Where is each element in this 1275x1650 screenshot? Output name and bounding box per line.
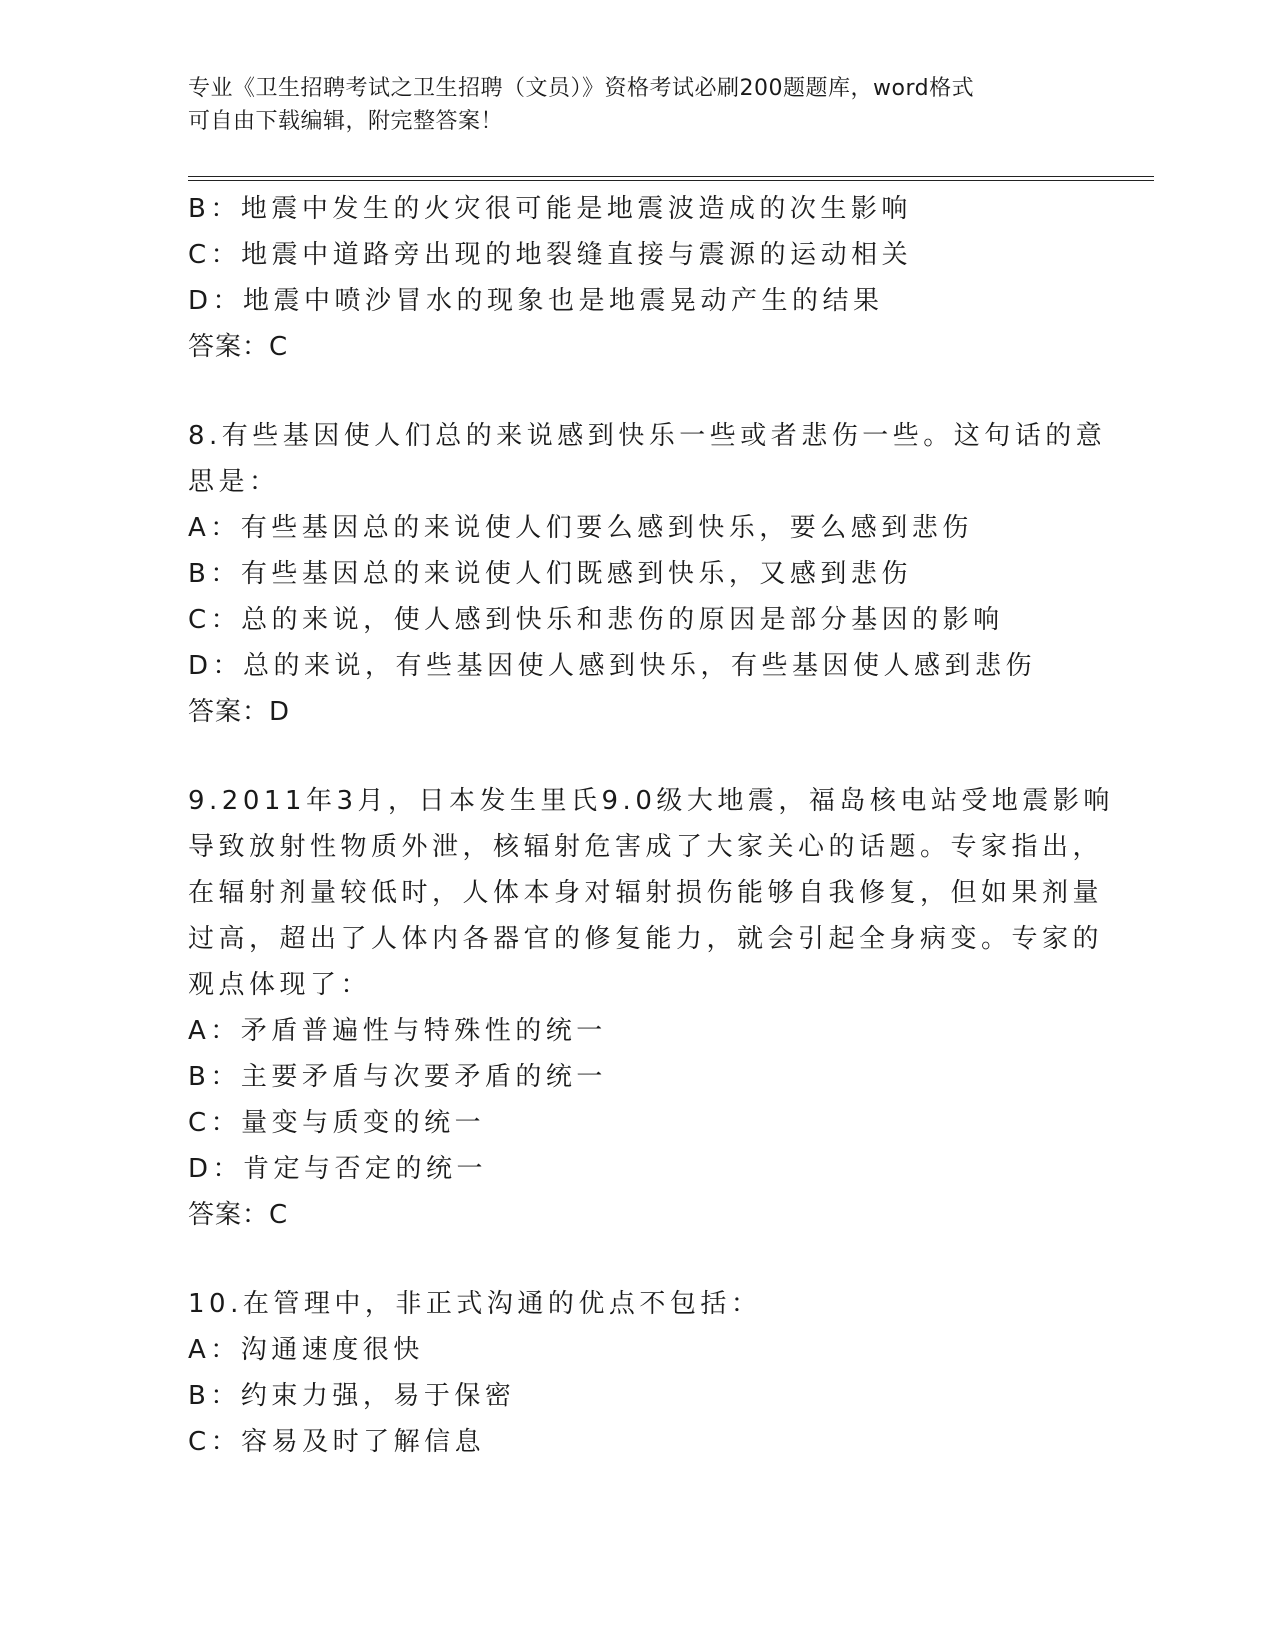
option-a: A：有些基因总的来说使人们要么感到快乐，要么感到悲伤 xyxy=(188,513,973,543)
document-header xyxy=(188,72,1068,138)
question-stem-line: 10.在管理中，非正式沟通的优点不包括： xyxy=(188,1289,762,1319)
option-b: B：地震中发生的火灾很可能是地震波造成的次生影响 xyxy=(188,194,912,224)
question-stem-line: 导致放射性物质外泄，核辐射危害成了大家关心的话题。专家指出， xyxy=(188,832,1104,862)
question-stem-line: 在辐射剂量较低时，人体本身对辐射损伤能够自我修复，但如果剂量 xyxy=(188,878,1104,908)
option-a: A：矛盾普遍性与特殊性的统一 xyxy=(188,1016,607,1046)
question-9-block xyxy=(188,778,1114,1238)
question-stem-line: 观点体现了： xyxy=(188,970,372,1000)
option-c: C：总的来说，使人感到快乐和悲伤的原因是部分基因的影响 xyxy=(188,605,1004,635)
option-d: D：肯定与否定的统一 xyxy=(188,1154,488,1184)
option-c: C：量变与质变的统一 xyxy=(188,1108,486,1138)
option-d: D：地震中喷沙冒水的现象也是地震晃动产生的结果 xyxy=(188,286,884,316)
answer-line: 答案：C xyxy=(188,332,289,362)
header-divider xyxy=(188,176,1154,181)
answer-line: 答案：D xyxy=(188,697,291,727)
option-b: B：有些基因总的来说使人们既感到快乐，又感到悲伤 xyxy=(188,559,912,589)
option-a: A：沟通速度很快 xyxy=(188,1335,424,1365)
question-stem-line: 8.有些基因使人们总的来说感到快乐一些或者悲伤一些。这句话的意 xyxy=(188,421,1107,451)
answer-line: 答案：C xyxy=(188,1200,289,1230)
option-c: C：容易及时了解信息 xyxy=(188,1427,486,1457)
option-b: B：主要矛盾与次要矛盾的统一 xyxy=(188,1062,607,1092)
question-content xyxy=(188,186,1114,1465)
option-b: B：约束力强，易于保密 xyxy=(188,1381,516,1411)
header-title-line-2: 可自由下载编辑，附完整答案！ xyxy=(188,109,504,134)
question-stem-line: 思是： xyxy=(188,467,280,497)
question-8-block xyxy=(188,413,1107,735)
prev-question-block xyxy=(188,186,1068,370)
question-10-block xyxy=(188,1281,1068,1465)
option-c: C：地震中道路旁出现的地裂缝直接与震源的运动相关 xyxy=(188,240,913,270)
option-d: D：总的来说，有些基因使人感到快乐，有些基因使人感到悲伤 xyxy=(188,651,1037,681)
header-title-line-1: 专业《卫生招聘考试之卫生招聘（文员）》资格考试必刷200题题库，word格式 xyxy=(188,76,975,101)
question-stem-line: 9.2011年3月，日本发生里氏9.0级大地震，福岛核电站受地震影响 xyxy=(188,786,1114,816)
question-stem-line: 过高，超出了人体内各器官的修复能力，就会引起全身病变。专家的 xyxy=(188,924,1104,954)
